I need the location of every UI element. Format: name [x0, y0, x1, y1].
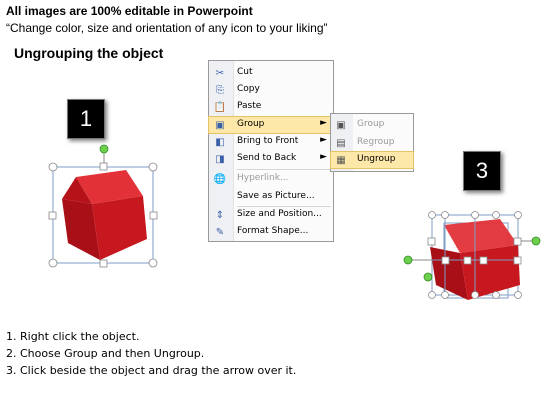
- step-badge-3: 3: [463, 151, 501, 191]
- resize-handle: [149, 163, 157, 171]
- copy-icon: ⎘: [216, 84, 224, 96]
- menu-item-send-to-back[interactable]: [209, 151, 333, 167]
- section-title: Ungrouping the object: [14, 45, 164, 61]
- menu-item-size-and-position[interactable]: [209, 207, 333, 223]
- menu-item-label: Paste: [237, 101, 262, 111]
- group-icon: ▣: [215, 119, 225, 131]
- group-submenu: [330, 113, 414, 172]
- resize-handle: [49, 212, 56, 219]
- menu-item-copy[interactable]: [209, 82, 333, 98]
- resize-handle: [464, 257, 471, 264]
- submenu-item-group: [331, 117, 413, 133]
- selected-cube-object[interactable]: [40, 140, 170, 275]
- rotation-handle: [532, 237, 540, 245]
- menu-separator: [237, 169, 331, 170]
- resize-handle: [49, 259, 57, 267]
- menu-item-format-shape[interactable]: [209, 224, 333, 240]
- header-line-2: “Change color, size and orientation of any icon to your liking”: [6, 21, 328, 35]
- step-badge-1: 1: [67, 99, 105, 139]
- submenu-item-label: Group: [357, 119, 385, 129]
- rotation-handle: [404, 256, 412, 264]
- menu-item-label: Format Shape...: [237, 226, 309, 236]
- resize-handle: [429, 212, 436, 219]
- resize-handle: [49, 163, 57, 171]
- submenu-item-regroup: [331, 135, 413, 151]
- menu-item-label: Size and Position...: [237, 209, 322, 219]
- menu-item-save-as-picture[interactable]: [209, 189, 333, 205]
- resize-handle: [472, 212, 479, 219]
- format-shape-icon: ✎: [215, 226, 225, 238]
- resize-handle: [428, 238, 435, 245]
- menu-item-paste[interactable]: [209, 99, 333, 115]
- instruction-list: [6, 330, 296, 381]
- menu-item-bring-to-front[interactable]: [209, 134, 333, 150]
- resize-handle: [442, 257, 449, 264]
- rotation-handle: [424, 273, 432, 281]
- scissors-icon: ✂: [215, 67, 225, 79]
- resize-handle: [515, 212, 522, 219]
- resize-handle: [429, 292, 436, 299]
- resize-handle: [493, 212, 500, 219]
- context-menu: [208, 60, 334, 242]
- resize-handle: [100, 163, 107, 170]
- resize-handle: [514, 238, 521, 245]
- menu-item-label: Group: [237, 119, 265, 129]
- submenu-arrow-icon: ►: [320, 118, 327, 128]
- submenu-item-label: Regroup: [357, 137, 395, 147]
- menu-item-label: Save as Picture...: [237, 191, 315, 201]
- instruction-step: 1. Right click the object.: [6, 330, 140, 343]
- resize-handle: [514, 257, 521, 264]
- menu-item-group[interactable]: [209, 117, 333, 133]
- resize-handle: [480, 257, 487, 264]
- cube-front-face: [92, 196, 147, 260]
- resize-handle: [442, 292, 449, 299]
- header-line-1: All images are 100% editable in Powerpoint: [6, 4, 253, 18]
- submenu-arrow-icon: ►: [320, 135, 327, 145]
- menu-item-label: Copy: [237, 84, 260, 94]
- ungroup-icon: ▦: [336, 154, 346, 166]
- paste-icon: 📋: [213, 101, 227, 113]
- resize-handle: [100, 260, 107, 267]
- submenu-arrow-icon: ►: [320, 152, 327, 162]
- ungrouped-cube-object[interactable]: [400, 205, 550, 305]
- submenu-item-ungroup[interactable]: [331, 152, 413, 168]
- send-to-back-icon: ◨: [215, 153, 225, 165]
- resize-handle: [150, 212, 157, 219]
- group-icon: ▣: [336, 119, 346, 131]
- submenu-item-label: Ungroup: [357, 154, 396, 164]
- resize-handle: [149, 259, 157, 267]
- resize-handle: [442, 212, 449, 219]
- resize-handle: [515, 292, 522, 299]
- menu-item-label: Bring to Front: [237, 136, 299, 146]
- instruction-step: 3. Click beside the object and drag the arrow over it.: [6, 364, 297, 377]
- bring-to-front-icon: ◧: [215, 136, 225, 148]
- menu-item-cut[interactable]: [209, 65, 333, 81]
- instruction-step: 2. Choose Group and then Ungroup.: [6, 347, 205, 360]
- hyperlink-icon: 🌐: [213, 173, 227, 185]
- menu-item-hyperlink: [209, 171, 333, 187]
- regroup-icon: ▤: [336, 137, 346, 149]
- menu-item-label: Hyperlink...: [237, 173, 289, 183]
- size-position-icon: ⇕: [215, 209, 225, 221]
- cube-front-face: [460, 245, 520, 300]
- rotation-handle: [100, 145, 108, 153]
- menu-item-label: Send to Back: [237, 153, 297, 163]
- resize-handle: [493, 292, 500, 299]
- menu-item-label: Cut: [237, 67, 253, 77]
- resize-handle: [472, 292, 479, 299]
